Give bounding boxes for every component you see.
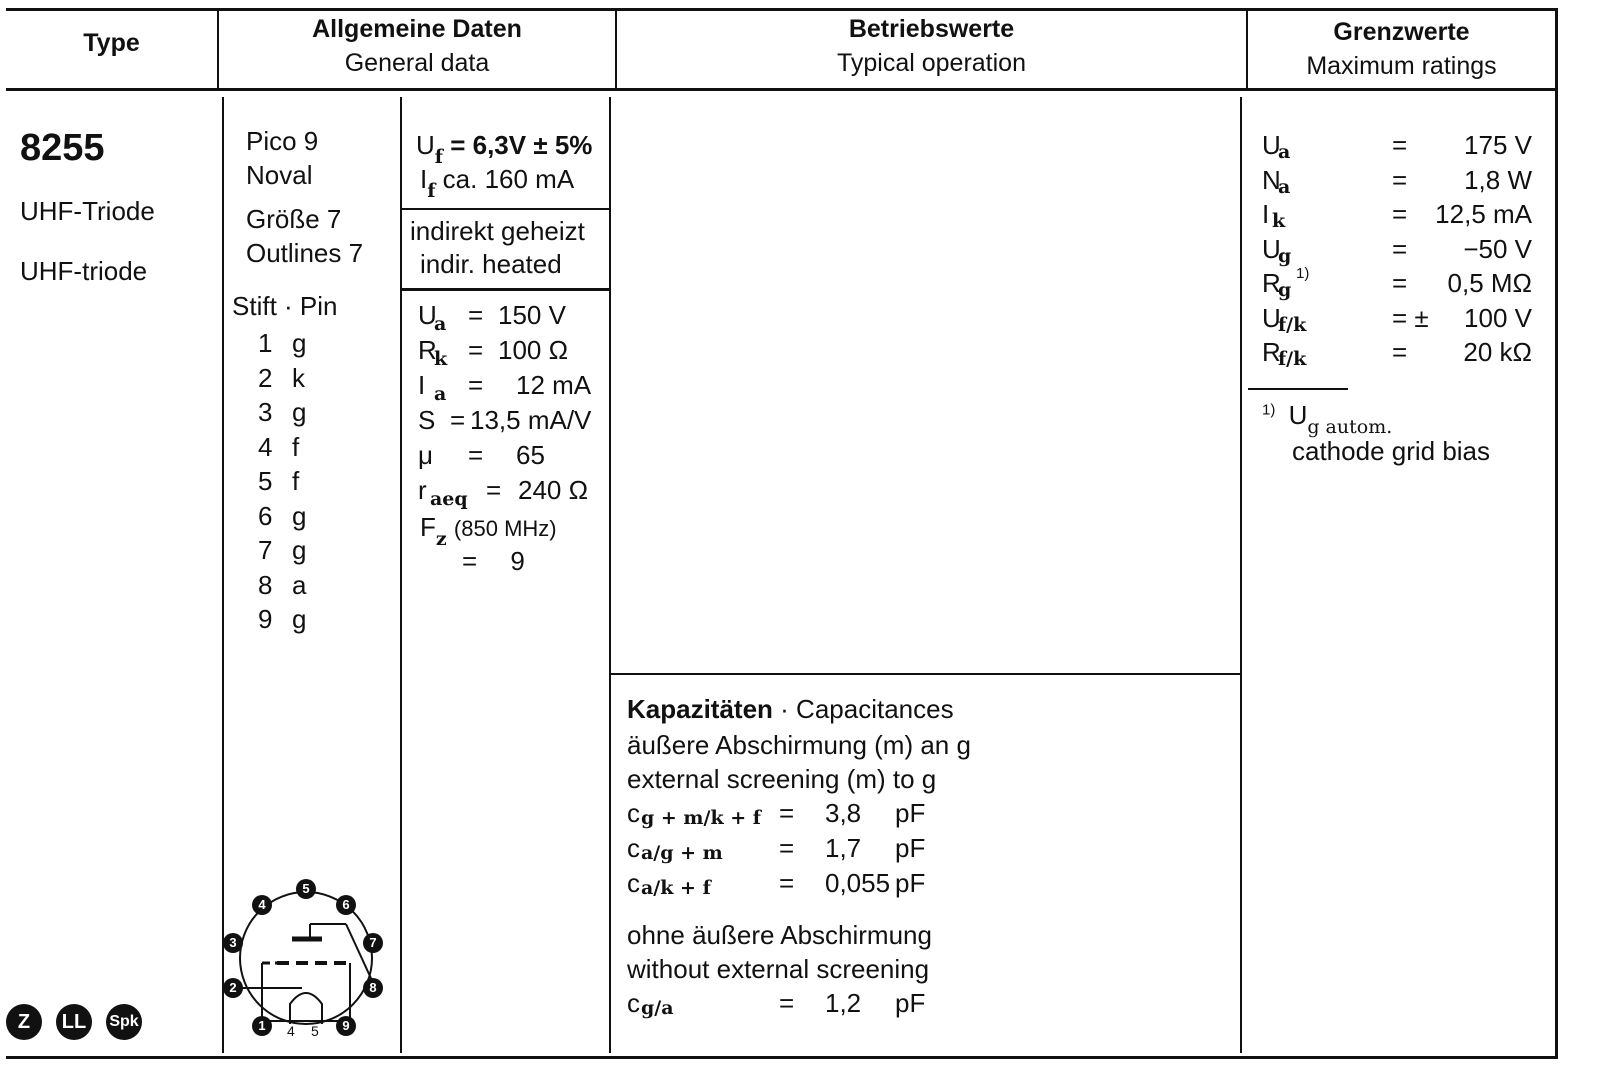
pin-number: 6 xyxy=(258,500,273,531)
pin-function: g xyxy=(292,397,307,427)
pin-function: f xyxy=(292,466,300,496)
capacitance-eq: = xyxy=(779,988,795,1018)
heater-voltage-sym: U xyxy=(416,130,435,160)
body-divider-4 xyxy=(1240,97,1242,1053)
header-limits xyxy=(1248,15,1555,83)
operating-value-eq: = xyxy=(486,475,502,505)
header-operation-de: Betriebswerte xyxy=(848,15,1015,43)
pin-header: Stift · Pin xyxy=(232,291,338,321)
pin-1-marker: 1 xyxy=(252,1016,272,1036)
heater-current xyxy=(420,162,575,202)
capacitance-unit: pF xyxy=(895,833,926,863)
operating-value-eq: = xyxy=(468,440,484,470)
heater-pin-label: 5 xyxy=(311,1023,319,1039)
header-limits-en: Maximum ratings xyxy=(1306,52,1497,80)
pin-function: g xyxy=(292,328,307,358)
limit-value: 0,5 MΩ xyxy=(1447,268,1532,298)
header-general xyxy=(219,12,615,80)
limit-symbol: N xyxy=(1262,164,1281,195)
capacitance-value: 0,055 xyxy=(825,868,891,898)
badge-spk: Spk xyxy=(106,1004,142,1040)
pin-5-marker: 5 xyxy=(296,879,316,899)
header-operation-en: Typical operation xyxy=(836,49,1026,77)
pin-function: f xyxy=(292,431,300,462)
cap-ext-en: external screening (m) to g xyxy=(627,764,937,794)
noise-figure-cond: (850 MHz) xyxy=(453,516,557,541)
body-divider-3 xyxy=(609,97,611,1053)
pin-number: 3 xyxy=(258,397,273,427)
noise-figure-sym: F xyxy=(420,512,436,542)
cap-title xyxy=(627,692,954,726)
noise-figure-sub: z xyxy=(435,528,447,550)
pin-number: 5 xyxy=(258,466,273,496)
pin-function: g xyxy=(292,500,307,531)
tube-number: 8255 xyxy=(20,127,105,169)
heater-current-sym: I xyxy=(420,164,428,194)
capacitance-eq: = xyxy=(779,868,795,898)
limit-symbol: R xyxy=(1262,268,1281,298)
heated-de: indirekt geheizt xyxy=(410,216,585,246)
pin-number: 9 xyxy=(258,604,273,634)
pin-function: a xyxy=(292,569,307,600)
limit-eq: = ± xyxy=(1392,302,1429,333)
operating-value-symbol: μ xyxy=(418,440,433,470)
operating-value-symbol: U xyxy=(418,300,437,330)
limit-eq: = xyxy=(1392,233,1408,264)
badge-ll: LL xyxy=(56,1004,92,1040)
noise-figure-value xyxy=(462,544,525,578)
noise-figure xyxy=(420,510,557,550)
capacitance-value: 3,8 xyxy=(825,798,862,828)
limit-value: 12,5 mA xyxy=(1435,199,1532,229)
cap-ext-de: äußere Abschirmung (m) an g xyxy=(627,730,971,760)
table-bottom-border xyxy=(6,1056,1558,1059)
limit-symbol: U xyxy=(1262,130,1281,160)
heater-pin-label: 4 xyxy=(287,1023,295,1039)
header-general-de: Allgemeine Daten xyxy=(312,15,522,43)
cap-noext-en: without external screening xyxy=(627,954,930,984)
pin-function: g xyxy=(292,604,307,634)
capacitance-value: 1,2 xyxy=(825,988,862,1018)
footnote-sym: U xyxy=(1288,400,1308,430)
capacitance-unit: pF xyxy=(895,988,926,1018)
pin-number: 1 xyxy=(258,328,273,358)
pin-7-marker: 7 xyxy=(363,933,383,953)
limit-eq: = xyxy=(1392,164,1408,195)
header-operation xyxy=(617,12,1246,80)
heater-voltage-val: = 6,3V ± 5% xyxy=(450,130,593,160)
limit-symbol: I xyxy=(1262,199,1270,229)
capacitance-unit: pF xyxy=(895,798,926,828)
heater-current-sub: f xyxy=(427,180,436,202)
base-1: Pico 9 xyxy=(246,126,319,156)
capacitance-unit: pF xyxy=(895,868,926,898)
capacitance-symbol: c xyxy=(627,868,640,898)
noise-figure-val: 9 xyxy=(510,546,525,576)
limit-value: 1,8 W xyxy=(1464,164,1532,195)
noise-figure-eq: = xyxy=(462,546,478,576)
pin-function: g xyxy=(292,535,307,565)
pin-number: 8 xyxy=(258,569,273,600)
operating-value: 150 V xyxy=(498,300,566,330)
header-type: Type xyxy=(83,29,140,57)
heater-divider xyxy=(402,208,609,210)
operating-value-eq: = xyxy=(468,370,484,400)
limit-eq: = xyxy=(1392,268,1408,298)
operating-value-eq: = xyxy=(468,300,484,330)
pin-2-marker: 2 xyxy=(223,978,243,998)
pin-6-marker: 6 xyxy=(336,895,356,915)
badge-z: Z xyxy=(6,1004,42,1040)
operating-value: 13,5 mA/V xyxy=(470,405,592,435)
operating-value-symbol: r xyxy=(418,475,427,505)
capacitance-symbol: c xyxy=(627,833,640,863)
header-divider xyxy=(6,88,1558,91)
base-2: Noval xyxy=(246,160,313,190)
operating-value-symbol: R xyxy=(418,335,437,365)
limit-symbol: U xyxy=(1262,233,1281,264)
operating-value: 240 Ω xyxy=(518,475,589,505)
heated-divider xyxy=(402,288,609,291)
tube-kind-en: UHF-triode xyxy=(20,256,148,286)
capacitance-eq: = xyxy=(779,833,795,863)
capacitance-value: 1,7 xyxy=(825,833,862,863)
limit-eq: = xyxy=(1392,199,1408,229)
capacitance-eq: = xyxy=(779,798,795,828)
pin-function: k xyxy=(292,362,305,393)
heater-current-val: ca. 160 mA xyxy=(442,164,575,194)
heater-voltage xyxy=(416,128,593,168)
limit-eq: = xyxy=(1392,337,1408,367)
cap-title-de: Kapazitäten xyxy=(627,694,773,724)
operating-value: 100 Ω xyxy=(498,335,569,365)
heated-en: indir. heated xyxy=(420,249,562,279)
limit-symbol: R xyxy=(1262,337,1281,367)
operating-value-symbol: S xyxy=(418,405,436,435)
limit-value: 100 V xyxy=(1464,302,1532,333)
footnote-text: cathode grid bias xyxy=(1292,436,1491,466)
operating-value-symbol: I xyxy=(418,370,426,400)
cap-title-en: · Capacitances xyxy=(780,694,954,724)
capacitance-symbol: c xyxy=(627,988,640,1018)
operating-value: 65 xyxy=(516,440,545,470)
footnote-sub: g autom. xyxy=(1307,416,1393,438)
operating-value: 12 mA xyxy=(516,370,592,400)
pin-number: 2 xyxy=(258,362,273,393)
footnote xyxy=(1262,398,1393,438)
size-en: Outlines 7 xyxy=(246,238,364,268)
pin-3-marker: 3 xyxy=(223,933,243,953)
table-top-border xyxy=(6,8,1558,11)
cap-noext-de: ohne äußere Abschirmung xyxy=(627,920,932,950)
table-right-border xyxy=(1555,8,1558,1059)
operating-value-eq: = xyxy=(450,405,466,435)
limit-value: 20 kΩ xyxy=(1463,337,1532,367)
footnote-divider xyxy=(1248,388,1348,390)
capacitance-symbol: c xyxy=(627,798,640,828)
pin-number: 7 xyxy=(258,535,273,565)
capacitance-divider xyxy=(611,673,1241,675)
limit-value: 175 V xyxy=(1464,130,1532,160)
size-de: Größe 7 xyxy=(246,204,342,234)
limit-symbol: U xyxy=(1262,302,1281,333)
pin-9-marker: 9 xyxy=(336,1016,356,1036)
base-diagram xyxy=(222,876,392,1046)
pin-4-marker: 4 xyxy=(252,895,272,915)
limit-value: −50 V xyxy=(1463,233,1532,264)
header-limits-de: Grenzwerte xyxy=(1333,18,1470,46)
operating-value-eq: = xyxy=(468,335,484,365)
tube-kind-de: UHF-Triode xyxy=(20,196,155,226)
body-divider-2 xyxy=(400,97,402,1053)
limit-eq: = xyxy=(1392,130,1408,160)
footnote-mark: 1) xyxy=(1262,401,1276,419)
header-general-en: General data xyxy=(344,49,490,77)
heater-voltage-sub: f xyxy=(434,146,443,168)
pin-8-marker: 8 xyxy=(363,978,383,998)
pin-number: 4 xyxy=(258,431,273,462)
